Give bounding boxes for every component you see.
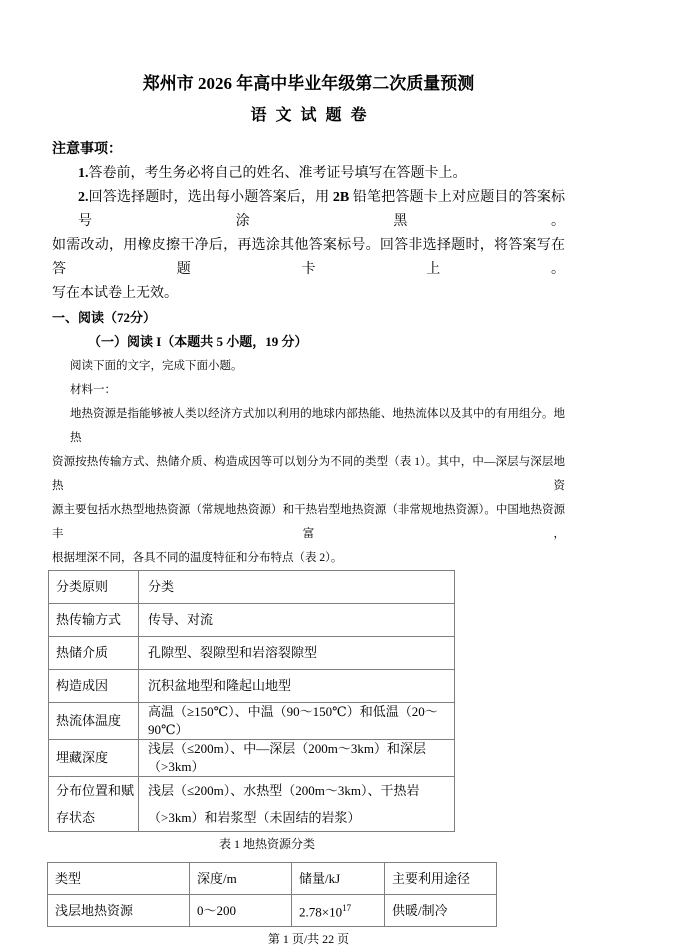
notice-item-2-continuation-1: 如需改动，用橡皮擦干净后，再选涂其他答案标号。回答非选择题时，将答案写在答题卡上。 — [52, 238, 565, 277]
page-number: 第 1 页/共 22 页 — [267, 932, 350, 946]
row-label: 分布位置和赋存状态 — [49, 777, 139, 832]
row-value: 浅层（≤200m）、水热型（200m～3km）、干热岩（>3km）和岩浆型（未固结的岩浆） — [139, 777, 455, 832]
page-subtitle: 语文试题卷 — [250, 107, 376, 124]
notice-item-2-continuation-2: 写在本试卷上无效。 — [52, 286, 178, 301]
section-heading-reading: 一、阅读（72分） — [52, 310, 157, 325]
classification-table — [48, 570, 455, 832]
passage-block — [52, 354, 565, 570]
table-row — [49, 637, 455, 670]
cell-reserve — [292, 895, 385, 927]
row-label: 热传输方式 — [49, 604, 139, 637]
row-value: 传导、对流 — [139, 604, 455, 637]
notice-item-2-text-pre: 回答选择题时，选出每小题答案后，用 — [88, 190, 333, 205]
notice-item-1-number: 1. — [78, 166, 89, 181]
subsection-heading-reading-1: （一）阅读 I（本题共 5 小题，19 分） — [88, 334, 308, 349]
passage-line-2: 资源按热传输方式、热储介质、构造成因等可以划分为不同的类型（表 1）。其中，中—深层与深层地热资 — [52, 456, 565, 492]
notice-item-2-bold-2b: 2B — [332, 190, 350, 205]
table-row — [49, 604, 455, 637]
row-value: 高温（≥150℃）、中温（90～150℃）和低温（20～90℃） — [139, 703, 455, 740]
table-row — [49, 571, 455, 604]
row-label: 埋藏深度 — [49, 740, 139, 777]
reading-instruction: 阅读下面的文字，完成下面小题。 — [70, 360, 243, 372]
row-value: 浅层（≤200m）、中—深层（200m～3km）和深层（>3km） — [139, 740, 455, 777]
row-label: 构造成因 — [49, 670, 139, 703]
passage-line-1: 地热资源是指能够被人类以经济方式加以利用的地球内部热能、地热流体以及其中的有用组分。地热 — [70, 408, 565, 444]
table-row — [49, 777, 455, 832]
table1-caption: 表 1 地热资源分类 — [218, 837, 315, 851]
notice-section — [52, 138, 565, 306]
row-value: 孔隙型、裂隙型和岩溶裂隙型 — [139, 637, 455, 670]
notice-item-2-number: 2. — [78, 190, 89, 205]
page-title: 郑州市 2026 年高中毕业年级第二次质量预测 — [142, 74, 475, 93]
cell-reserve-base: 2.78×10 — [299, 904, 343, 920]
table-row — [48, 895, 497, 927]
row-value: 分类 — [139, 571, 455, 604]
column-header-depth: 深度/m — [190, 863, 292, 895]
notice-item-1 — [52, 162, 565, 186]
row-value: 沉积盆地型和隆起山地型 — [139, 670, 455, 703]
resource-table — [47, 862, 497, 927]
cell-usage: 供暖/制冷 — [385, 895, 497, 927]
table-row — [49, 703, 455, 740]
row-label: 热储介质 — [49, 637, 139, 670]
column-header-type: 类型 — [48, 863, 190, 895]
row-label: 热流体温度 — [49, 703, 139, 740]
notice-item-2 — [52, 186, 565, 234]
row-label: 分类原则 — [49, 571, 139, 604]
notice-heading: 注意事项： — [52, 142, 122, 157]
cell-type: 浅层地热资源 — [48, 895, 190, 927]
exam-paper-page — [52, 0, 565, 947]
cell-depth: 0～200 — [190, 895, 292, 927]
cell-reserve-exponent: 17 — [342, 903, 352, 914]
column-header-usage: 主要利用途径 — [385, 863, 497, 895]
notice-item-1-text: 答卷前，考生务必将自己的姓名、准考证号填写在答题卡上。 — [88, 166, 467, 181]
column-header-reserve: 储量/kJ — [292, 863, 385, 895]
table-row — [49, 740, 455, 777]
table-row — [49, 670, 455, 703]
material-1-label: 材料一： — [70, 384, 116, 396]
notice-item-2-text-post: 铅笔把答题卡上对应题目的答案标号涂黑。 — [78, 190, 566, 229]
table-header-row — [48, 863, 497, 895]
passage-line-3: 源主要包括水热型地热资源（常规地热资源）和干热岩型地热资源（非常规地热资源）。中国地热资源丰富， — [52, 504, 565, 540]
passage-line-4: 根据埋深不同，各具不同的温度特征和分布特点（表 2）。 — [52, 552, 343, 564]
